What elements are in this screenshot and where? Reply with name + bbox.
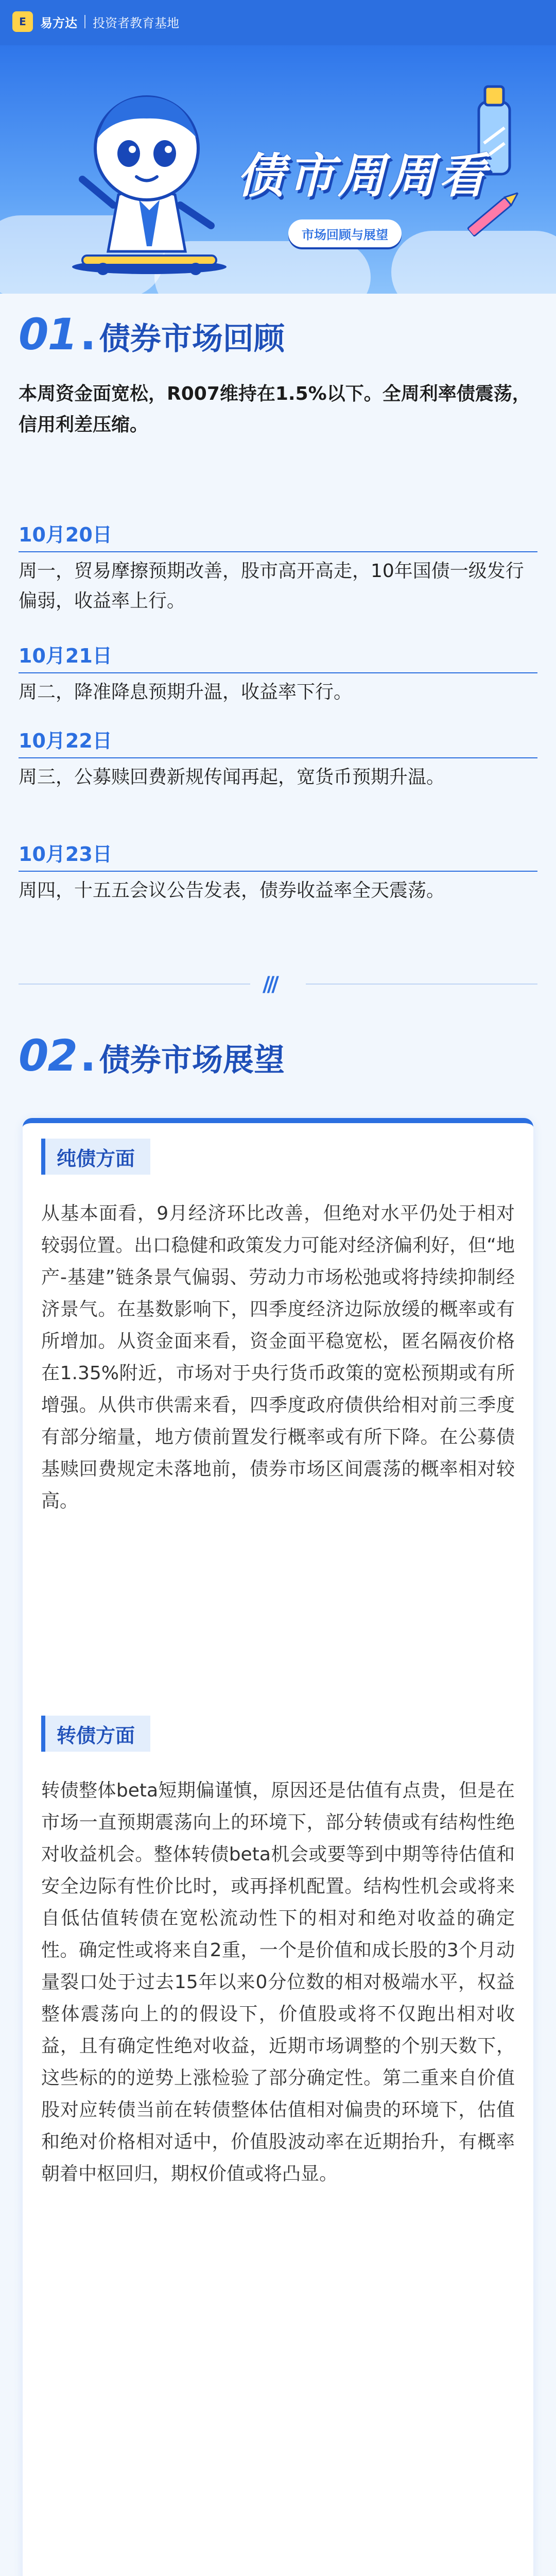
brand [12, 11, 179, 32]
cb-outlook-text: 转债整体beta短期偏谨慎，原因还是估值有点贵，但是在市场一直预期震荡向上的环境下，部分转债或有结构性绝对收益机会。整体转债beta机会或要等到中期等待估值和安全边际有性价比时，或再择机配置。结构性机会或将来自低估值转债在宽松流动性下的相对和绝对收益的确定性。确定性或将来自2重，一个是价值和成长股的3个月动量裂口处于过去15年以来0分位数的相对极端水平，权益整体震荡向上的的假设下，价值股或将不仅跑出相对收益，且有确定性绝对收益，近期市场调整的个别天数下，这些标的的逆势上涨检验了部分确定性。第二重来自价值股对应转债当前在转债整体估值相对偏贵的环境下，估值和绝对价格相对适中，价值股波动率在近期抬升，有概率朝着中枢回归，期权价值或将凸显。 [41, 1780, 515, 2184]
section1-dot: . [79, 309, 96, 360]
day-entry [19, 840, 537, 906]
banner-title: 债市周周看 [237, 148, 490, 204]
day-text: 周四，十五五会议公告发表，债券收益率全天震荡。 [19, 880, 445, 901]
day-date: 10月20日 [19, 523, 112, 546]
day-text: 周三，公募赎回费新规传闻再起，宽货币预期升温。 [19, 767, 445, 788]
banner-subtitle: 市场回顾与展望 [288, 219, 402, 247]
brand-name: 易方达 [40, 15, 77, 30]
brand-separator [84, 15, 85, 28]
day-date: 10月21日 [19, 645, 112, 667]
day-entry [19, 726, 537, 792]
section1-title: 债券市场回顾 [99, 321, 285, 357]
card-tag: 纯债方面 [41, 1139, 150, 1175]
outlook-card [23, 1118, 533, 2576]
bond-outlook-text: 从基本面看，9月经济环比改善，但绝对水平仍处于相对较弱位置。出口稳健和政策发力可能对经济偏利好，但“地产-基建”链条景气偏弱、劳动力市场松弛或将持续抑制经济景气。在基数影响下，四季度经济边际放缓的概率或有所增加。从资金面来看，资金面平稳宽松，匿名隔夜价格在1.35%附近，市场对于央行货币政策的宽松预期或有所增强。从供市供需来看，四季度政府债供给相对前三季度有部分缩量，地方债前置发行概率或有所下降。在公募债基赎回费规定未落地前，债券市场区间震荡的概率相对较高。 [41, 1203, 515, 1512]
brand-logo-icon: E [12, 11, 33, 32]
card-tag: 转债方面 [41, 1716, 150, 1752]
section2-dot: . [79, 1030, 96, 1081]
cloud-decoration [391, 231, 556, 294]
day-date: 10月23日 [19, 843, 112, 866]
section1-summary: 本周资金面宽松，R007维持在1.5%以下。全周利率债震荡，信用利差压缩。 [19, 383, 531, 435]
day-entry [19, 641, 537, 707]
day-divider [19, 871, 537, 872]
section2-number: 02 [19, 1030, 77, 1081]
section1-heading [19, 309, 285, 360]
day-text: 周二，降准降息预期升温，收益率下行。 [19, 682, 353, 703]
mascot-illustration [62, 76, 227, 282]
day-divider [19, 757, 537, 758]
brand-sub: 投资者教育基地 [93, 15, 179, 30]
day-divider [19, 551, 537, 552]
day-text: 周一，贸易摩擦预期改善，股市高开高走，10年国债一级发行偏弱，收益率上行。 [19, 561, 524, 612]
day-divider [19, 672, 537, 673]
banner [0, 45, 556, 294]
slash-icon: /// [263, 973, 276, 996]
section1-number: 01 [19, 309, 77, 360]
section2-heading [19, 1030, 285, 1081]
section2-title: 债券市场展望 [99, 1042, 285, 1078]
section-divider [0, 969, 556, 999]
top-bar [0, 0, 556, 45]
day-date: 10月22日 [19, 730, 112, 752]
day-entry [19, 520, 537, 616]
